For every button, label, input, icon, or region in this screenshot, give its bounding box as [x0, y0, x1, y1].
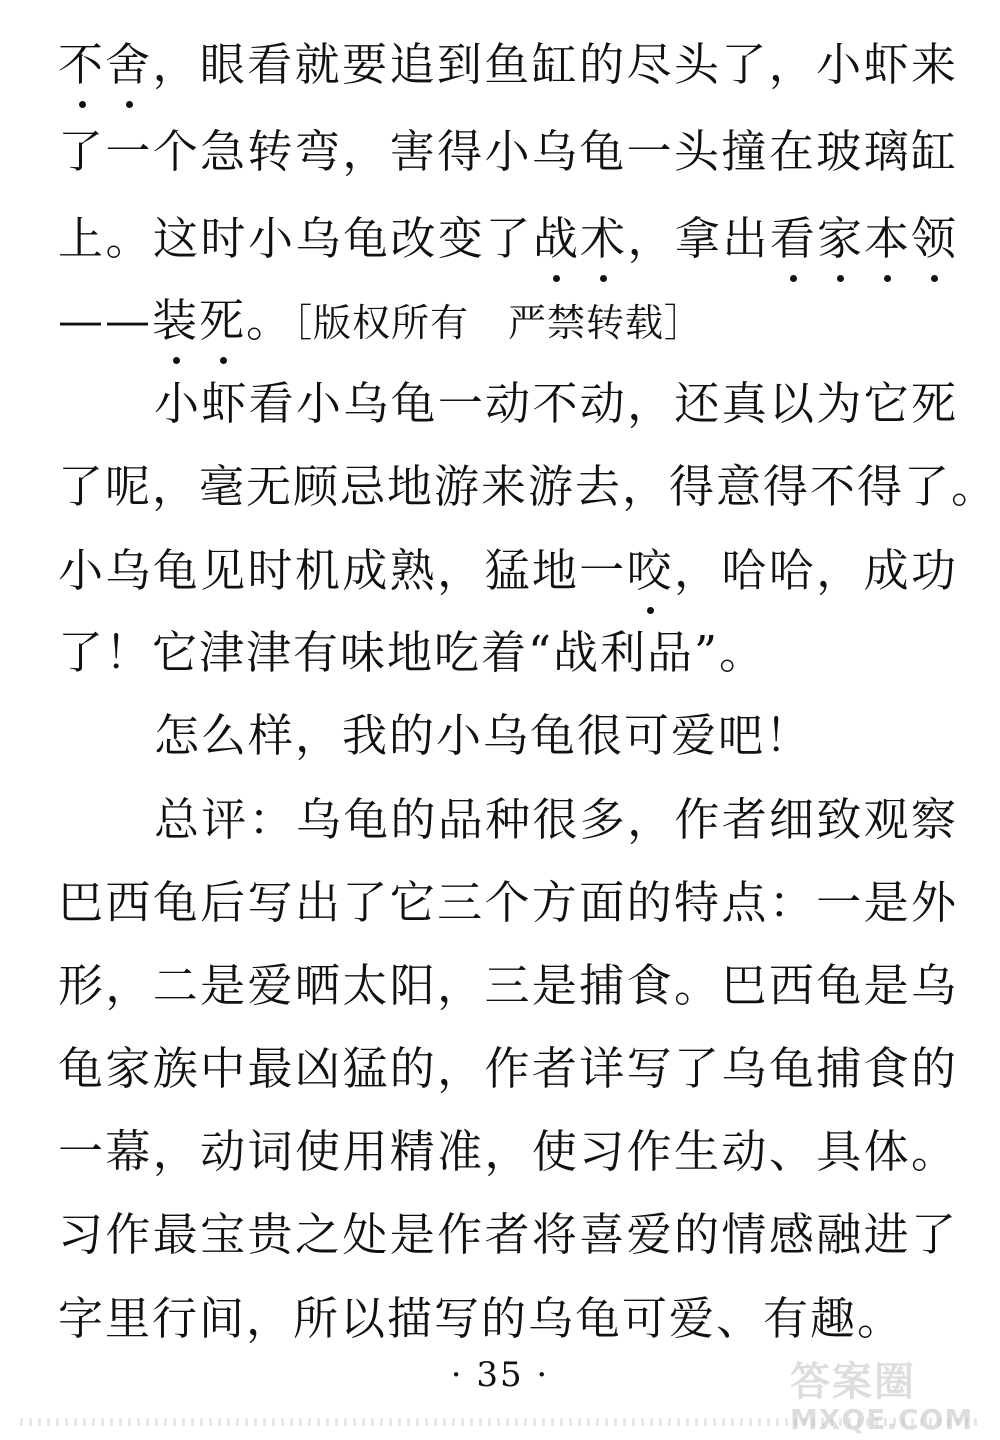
emphasized-word	[58, 38, 152, 91]
page-number: · 35 ·	[450, 1355, 550, 1395]
text-line-7-b: ，哈哈，成功	[673, 544, 958, 597]
copyright-notice: ［版权所有 严禁转载］	[293, 301, 704, 345]
text-line-2: 了一个急转弯，害得小乌龟一头撞在玻璃缸	[58, 125, 958, 178]
text-line-3	[58, 210, 958, 268]
emphasis-dot-char: 装	[152, 292, 199, 350]
emphasis-dot-char: 舍	[105, 36, 152, 94]
summary-line-2: 巴西龟后写出了它三个方面的特点：一是外	[58, 876, 958, 929]
watermark-url: MXQE.COM	[790, 1403, 974, 1436]
text-line-1-rest: ，眼看就要追到鱼缸的尽头了，小虾来	[152, 38, 958, 91]
summary-line-3: 形，二是爱晒太阳，三是捕食。巴西龟是乌	[58, 959, 958, 1012]
emphasis-dot-char: 战	[533, 210, 580, 268]
summary-line-1: 总评：乌龟的品种很多，作者细致观察	[154, 793, 958, 846]
text-line-4-dash: ——	[58, 294, 152, 347]
emphasis-dot-char: 死	[199, 292, 246, 350]
summary-line-5: 一幕，动词使用精准，使习作生动、具体。	[58, 1125, 958, 1178]
text-line-7-a: 小乌龟见时机成熟，猛地一	[58, 544, 627, 597]
text-line-4	[58, 292, 958, 350]
emphasis-dot-char: 不	[58, 36, 105, 94]
text-line-6: 了呢，毫无顾忌地游来游去，得意得不得了。	[58, 460, 999, 513]
emphasis-dot-char: 本	[864, 210, 911, 268]
text-line-7	[58, 542, 958, 600]
summary-line-6: 习作最宝贵之处是作者将喜爱的情感融进了	[58, 1208, 958, 1261]
emphasis-dot-char: 术	[580, 210, 627, 268]
emphasis-dot-char: 看	[770, 210, 817, 268]
summary-line-4: 龟家族中最凶猛的，作者详写了乌龟捕食的	[58, 1042, 958, 1095]
scan-noise-strip	[20, 1418, 980, 1426]
watermark-logo-text: 答案圈	[790, 1359, 916, 1405]
text-line-9: 怎么样，我的小乌龟很可爱吧！	[154, 709, 813, 762]
emphasis-dot-char: 家	[817, 210, 864, 268]
text-line-1	[58, 36, 958, 94]
text-line-5: 小虾看小乌龟一动不动，还真以为它死	[154, 377, 958, 430]
text-line-3-a: 上。这时小乌龟改变了	[58, 212, 533, 265]
text-line-4-end: 。	[246, 294, 294, 347]
emphasis-dot-char: 咬	[627, 542, 674, 600]
text-line-3-b: ，拿出	[626, 212, 770, 265]
emphasis-dot-char: 领	[911, 210, 958, 268]
text-line-8: 了！它津津有味地吃着“战利品”。	[58, 626, 767, 679]
summary-line-7: 字里行间，所以描写的乌龟可爱、有趣。	[58, 1292, 905, 1345]
